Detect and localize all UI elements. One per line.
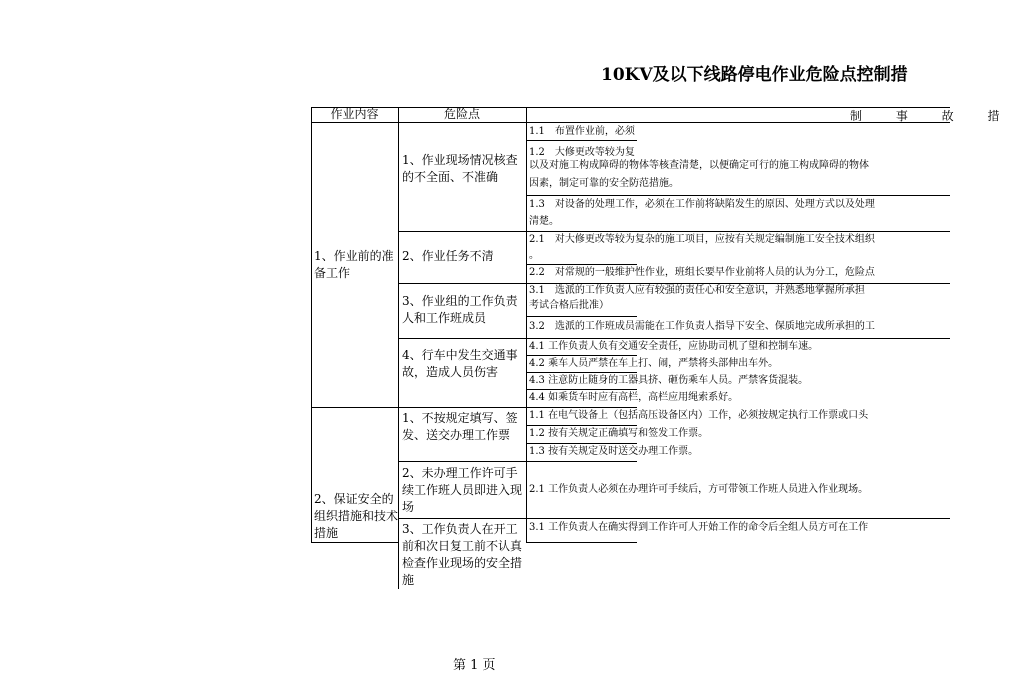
measure-line: 2.1 工作负责人必须在办理许可手续后，方可带领工作班人员进入作业现场。 <box>529 484 869 495</box>
measure-line: 1.1 布置作业前，必须 <box>529 126 635 137</box>
measure-line: 因素，制定可靠的安全防范措施。 <box>529 178 679 189</box>
measure-line: 。 <box>529 250 539 261</box>
measure-line: 1.3 按有关规定及时送交办理工作票。 <box>529 446 699 457</box>
hazard-label: 3、工作负责人在开工前和次日复工前不认真检查作业现场的安全措施 <box>402 522 523 587</box>
document-title: 10KV及以下线路停电作业危险点控制措 <box>601 65 908 85</box>
hazard-label: 2、未办理工作许可手续工作班人员即进入现场 <box>402 466 523 514</box>
measure-line: 4.4 如乘货车时应有高栏，高栏应用绳索系好。 <box>529 392 739 403</box>
hazard-label: 3、作业组的工作负责人和工作班成员 <box>402 294 518 325</box>
measure-line: 3.2 选派的工作班成员需能在工作负责人指导下安全、保质地完成所承担的工 <box>529 321 875 332</box>
hazard-label: 2、作业任务不清 <box>402 249 494 263</box>
measure-line: 清楚。 <box>529 216 559 227</box>
measure-line: 4.1 工作负责人负有交通安全责任，应协助司机了望和控制车速。 <box>529 341 819 352</box>
measure-line: 1.2 按有关规定正确填写和签发工作票。 <box>529 428 709 439</box>
hazard-label: 1、不按规定填写、签发、送交办理工作票 <box>402 411 518 442</box>
measure-line: 1.2 大修更改等较为复 <box>529 147 635 158</box>
hazard-label: 1、作业现场情况核查的不全面、不准确 <box>402 153 518 184</box>
hazard-label: 4、行车中发生交通事故，造成人员伤害 <box>402 348 518 379</box>
measure-line: 3.1 选派的工作负责人应有较强的责任心和安全意识，并熟悉地掌握所承担 <box>529 285 865 296</box>
section-label: 2、保证安全的组织措施和技术措施 <box>314 492 399 540</box>
measure-line: 4.2 乘车人员严禁在车上打、闹，严禁将头部伸出车外。 <box>529 358 779 369</box>
measure-line: 3.1 工作负责人在确实得到工作许可人开始工作的命令后全组人员方可在工作 <box>529 522 869 533</box>
measure-line: 考试合格后批准） <box>529 300 609 311</box>
header-control-measures: 制 事 故 措 <box>850 109 1014 123</box>
measure-line: 2.1 对大修更改等较为复杂的施工项目，应按有关规定编制施工安全技术组织 <box>529 234 875 245</box>
measure-line: 1.1 在电气设备上（包括高压设备区内）工作，必须按规定执行工作票或口头 <box>529 410 869 421</box>
section-label: 1、作业前的准备工作 <box>314 249 394 280</box>
measure-line: 4.3 注意防止随身的工器具挤、砸伤乘车人员。严禁客货混装。 <box>529 375 809 386</box>
page-number: 第 1 页 <box>453 658 496 673</box>
header-work-content: 作业内容 <box>330 107 379 121</box>
measure-line: 1.3 对设备的处理工作，必须在工作前将缺陷发生的原因、处理方式以及处理 <box>529 199 875 210</box>
header-hazard: 危险点 <box>443 107 480 121</box>
measure-line: 2.2 对常规的一般维护性作业，班组长要早作业前将人员的认为分工，危险点 <box>529 267 875 278</box>
measure-line: 以及对施工构成障碍的物体等核查清楚，以便确定可行的施工构成障碍的物体 <box>529 160 869 171</box>
